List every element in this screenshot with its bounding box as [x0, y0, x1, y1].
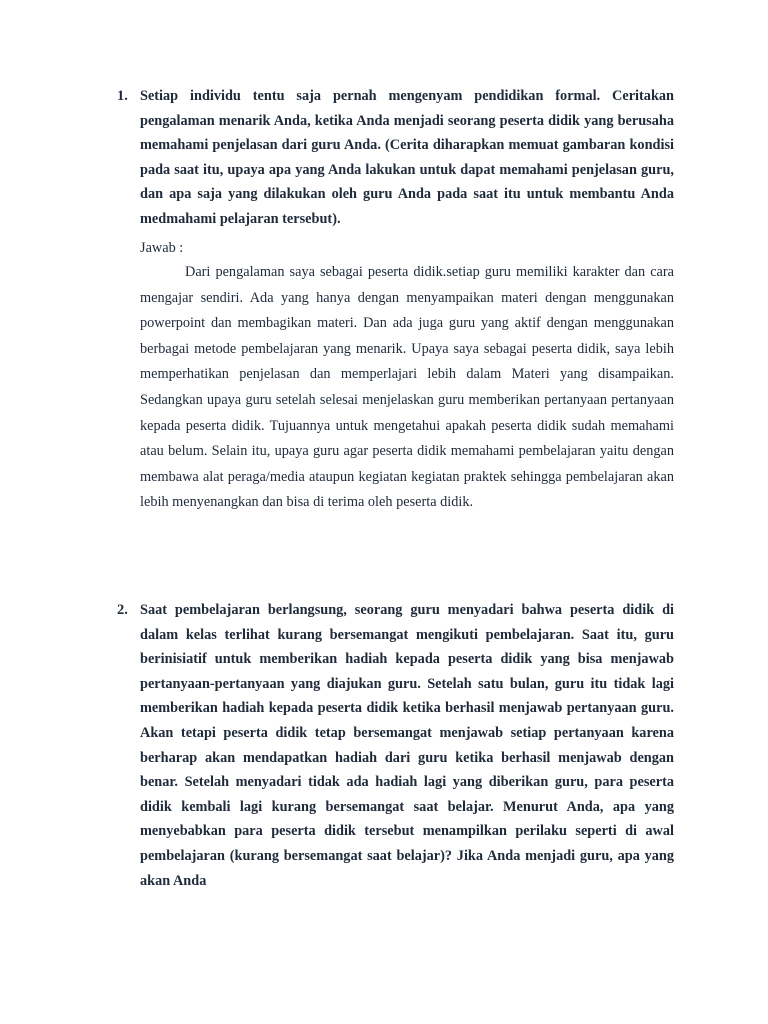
answer-text: Dari pengalaman saya sebagai peserta didik.setiap guru memiliki karakter dan cara mengajar sendiri. Ada yang hanya dengan menyampaikan materi dengan menggunakan powerpoint dan membagikan materi. Dan ada juga guru yang aktif dengan menggunakan berbagai metode pembelajaran yang menarik. Upaya saya sebagai peserta didik, saya lebih memperhatikan penjelasan dan memperlajari lebih dalam Materi yang disampaikan. Sedangkan upaya guru setelah selesai menjelaskan guru memberikan pertanyaan pertanyaan kepada peserta didik. Tujuannya untuk mengetahui apakah peserta didik sudah memahami atau belum. Selain itu, upaya guru agar peserta didik memahami pembelajaran yaitu dengan membawa alat peraga/media ataupun kegiatan kegiatan praktek sehingga pembelajaran akan lebih menyenangkan dan bisa di terima oleh peserta didik.	[140, 264, 674, 511]
question-number: 2.	[117, 602, 128, 618]
question-number: 1.	[117, 88, 128, 104]
question-text: Setiap individu tentu saja pernah mengenyam pendidikan formal. Ceritakan pengalaman menarik Anda, ketika Anda menjadi seorang peserta didik yang berusaha memahami penjelasan dari guru Anda. (Cerita diharapkan memuat gambaran kondisi pada saat itu, upaya apa yang Anda lakukan untuk dapat memahami penjelasan guru, dan apa saja yang dilakukan oleh guru Anda pada saat itu untuk membantu Anda medmahami pelajaran tersebut).	[140, 88, 674, 227]
question-text: Saat pembelajaran berlangsung, seorang guru menyadari bahwa peserta didik di dalam kelas terlihat kurang bersemangat mengikuti pembelajaran. Saat itu, guru berinisiatif untuk memberikan hadiah kepada peserta didik yang bisa menjawab pertanyaan-pertanyaan yang diajukan guru. Setelah satu bulan, guru itu tidak lagi memberikan hadiah kepada peserta didik ketika berhasil menjawab pertanyaan guru. Akan tetapi peserta didik tetap bersemangat menjawab setiap pertanyaan karena berharap akan mendapatkan hadiah dari guru ketika berhasil menjawab dengan benar. Setelah menyadari tidak ada hadiah lagi yang diberikan guru, para peserta didik kembali lagi kurang bersemangat saat belajar. Menurut Anda, apa yang menyebabkan para peserta didik tersebut menampilkan perilaku seperti di awal pembelajaran (kurang bersemangat saat belajar)? Jika Anda menjadi guru, apa yang akan Anda	[140, 602, 674, 889]
answer-label: Jawab :	[140, 240, 184, 256]
